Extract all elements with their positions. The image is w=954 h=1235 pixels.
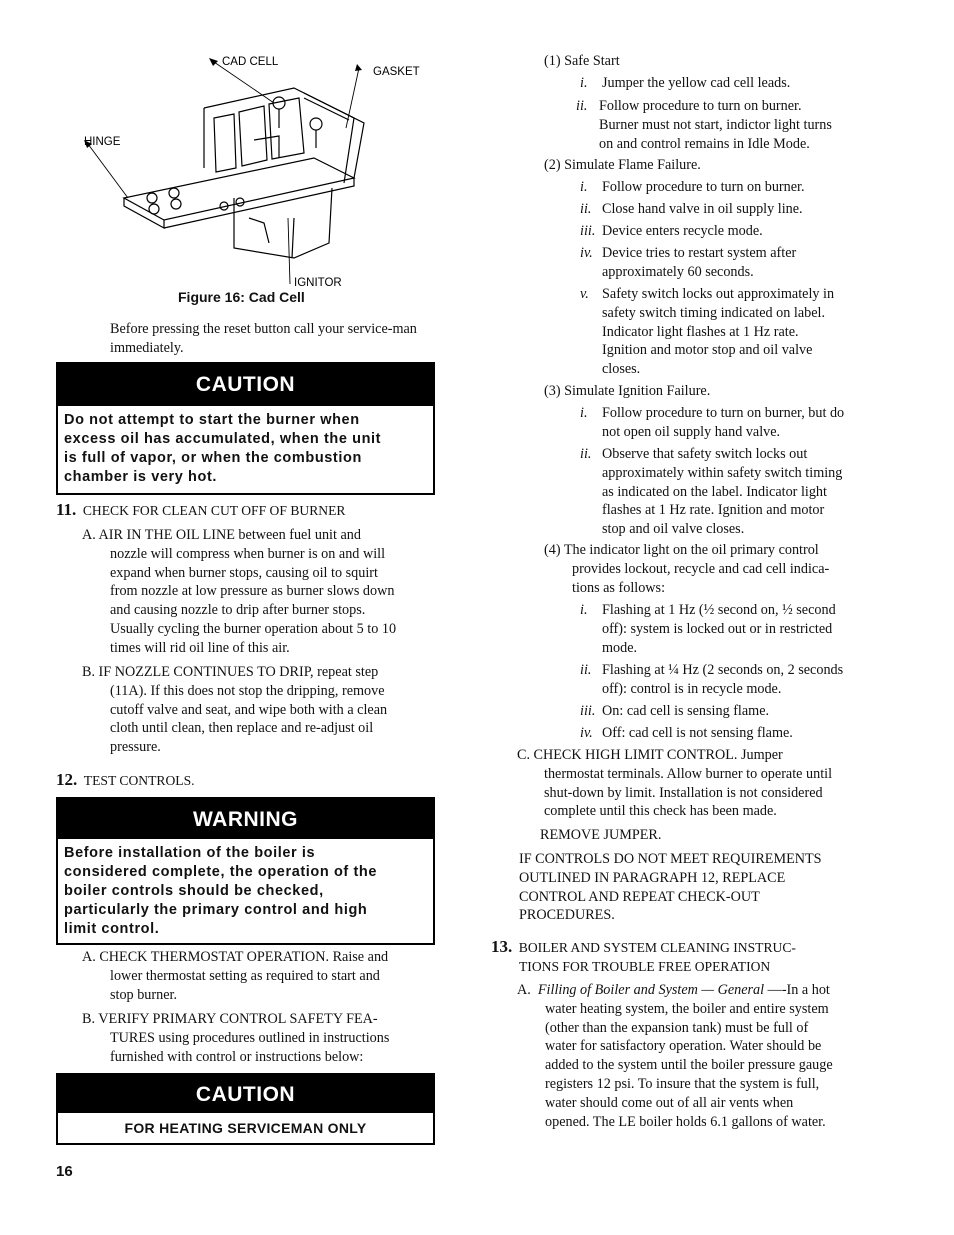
roman-numeral: i. [580,405,588,421]
intro-paragraph: Before pressing the reset button call your service-man immediately. [110,321,417,356]
indicator-i [580,601,880,657]
text-line: stop and oil valve closes. [602,521,745,538]
text-line: Off: cad cell is not sensing flame. [602,725,793,741]
text-line: pressure. [110,739,161,756]
step-c-high-limit [517,746,877,821]
step-12a [82,948,442,1004]
text-line: provides lockout, recycle and cad cell indica- [572,560,830,577]
text-line: shut-down by limit. Installation is not considered [544,784,823,801]
label-cad-cell: CAD CELL [222,56,279,68]
text-fragment: —-In a hot [764,982,830,998]
caution-title-1: CAUTION [58,364,433,406]
roman-numeral: ii. [580,446,592,462]
step-12-heading [56,771,195,791]
label-ignitor: IGNITOR [294,277,342,289]
roman-numeral: iii. [580,703,596,719]
text-line: off): system is locked out or in restricted [602,620,833,637]
text-line: (4) The indicator light on the oil primary control [544,542,819,558]
caution-line: excess oil has accumulated, when the unit [64,431,382,447]
text-line: approximately within safety switch timing [602,464,843,481]
if-controls-paragraph [519,850,879,925]
ignition-failure-ii [580,445,880,539]
step-number: 13. [491,937,513,956]
ignition-failure-i [580,404,880,442]
warning-line: boiler controls should be checked, [64,883,324,899]
text-line: IF CONTROLS DO NOT MEET REQUIREMENTS [519,851,822,867]
text-line: C. CHECK HIGH LIMIT CONTROL. Jumper [517,747,783,763]
text-line: approximately 60 seconds. [602,263,754,280]
text-line: closes. [602,361,641,378]
label-hinge: HINGE [84,136,121,148]
text-line: as indicated on the label. Indicator light [602,483,827,500]
text-line: On: cad cell is sensing flame. [602,703,770,719]
text-line: B. IF NOZZLE CONTINUES TO DRIP, repeat step [82,664,379,680]
text-line: CONTROL AND REPEAT CHECK-OUT [519,888,760,905]
text-line: complete until this check has been made. [544,803,777,820]
text-line: Device enters recycle mode. [602,223,763,239]
roman-numeral: v. [580,286,589,302]
text-line: (11A). If this does not stop the dripping, remove [110,682,385,699]
text-line: Burner must not start, indictor light turns [599,116,832,133]
text-line: registers 12 psi. To insure that the system is full, [545,1075,820,1092]
text-line: water heating system, the boiler and entire system [545,1000,829,1017]
text-line: thermostat terminals. Allow burner to operate until [544,765,833,782]
step-number: 12. [56,770,78,789]
label-gasket: GASKET [373,66,420,78]
text-line: off): control is in recycle mode. [602,680,782,697]
text-line: water should come out of all air vents when [545,1094,794,1111]
text-line: not open oil supply hand valve. [602,423,781,440]
indicator-light-item [544,541,874,597]
cad-cell-figure [64,48,444,290]
text-line: expand when burner stops, causing oil to squirt [110,564,378,581]
step-11b [82,663,442,757]
indicator-ii [580,661,880,699]
text-line: Flashing at 1 Hz (½ second on, ½ second [602,602,836,618]
text-line: and causing nozzle to drip after burner stops. [110,602,366,619]
warning-box [56,797,435,945]
text-line: A. AIR IN THE OIL LINE between fuel unit and [82,527,361,543]
caution-box-2 [56,1073,435,1145]
text-line: cutoff valve and seat, and wipe both with a clean [110,701,388,718]
text-line: Follow procedure to turn on burner, but do [602,405,845,421]
text-line: stop burner. [110,986,177,1003]
warning-line: considered complete, the operation of the [64,864,378,880]
remove-jumper: REMOVE JUMPER. [540,827,662,843]
step-11a [82,526,442,658]
roman-numeral: ii. [580,662,592,678]
text-line: from nozzle at low pressure as burner slows down [110,583,395,600]
text-line: cloth until clean, then replace and re-adjust oil [110,720,374,737]
text-line: Observe that safety switch locks out [602,446,808,462]
text-line: OUTLINED IN PARAGRAPH 12, REPLACE [519,869,786,886]
roman-numeral: iv. [580,245,593,261]
roman-numeral: i. [580,179,588,195]
text-line: TURES using procedures outlined in instructions [110,1029,390,1046]
text-line: (other than the expansion tank) must be full of [545,1019,809,1036]
cad-cell-drawing [64,48,444,290]
step-12b [82,1010,442,1066]
text-line: Close hand valve in oil supply line. [602,201,803,217]
roman-numeral: ii. [580,201,592,217]
roman-numeral: i. [580,75,588,91]
caution-title-2: CAUTION [58,1075,433,1113]
item-letter: A. [517,982,538,998]
flame-failure-i [580,178,880,197]
text-line: safety switch timing indicated on label. [602,304,826,321]
text-line: added to the system until the boiler pressure gauge [545,1057,833,1074]
roman-numeral: ii. [576,98,588,114]
warning-line: limit control. [64,921,160,937]
warning-body [58,839,433,943]
warning-line: particularly the primary control and high [64,902,368,918]
flame-failure-label: (2) Simulate Flame Failure. [544,157,701,173]
step-13-heading [491,938,871,977]
text-line: Ignition and motor stop and oil valve [602,342,813,359]
text-line: Indicator light flashes at 1 Hz rate. [602,323,799,340]
roman-numeral: iv. [580,725,593,741]
text-line: Flashing at ¼ Hz (2 seconds on, 2 seconds [602,662,844,678]
text-line: Safety switch locks out approximately in [602,286,835,302]
text-line: Device tries to restart system after [602,245,797,261]
italic-title: Filling of Boiler and System — General [537,982,765,998]
caution-body-1 [58,406,433,491]
step-title-line: BOILER AND SYSTEM CLEANING INSTRUC- [518,940,796,955]
flame-failure-v [580,285,880,379]
caution-line: chamber is very hot. [64,469,218,485]
text-line: Follow procedure to turn on burner. [602,179,805,195]
text-line: water for satisfactory operation. Water should be [545,1038,822,1055]
flame-failure-iii [580,222,880,241]
text-line: nozzle will compress when burner is on and will [110,545,386,562]
indicator-iv [580,724,880,743]
text-line: Jumper the yellow cad cell leads. [602,75,791,91]
step-number: 11. [56,500,77,519]
roman-numeral: i. [580,602,588,618]
text-line: opened. The LE boiler holds 6.1 gallons of water. [545,1113,826,1130]
step-title-line: TIONS FOR TROUBLE FREE OPERATION [519,958,771,974]
step-title: CHECK FOR CLEAN CUT OFF OF BURNER [82,503,346,518]
text-line: Follow procedure to turn on burner. [599,98,802,114]
text-line: mode. [602,639,638,656]
text-line: Usually cycling the burner operation about 5 to 10 [110,620,397,637]
roman-numeral: iii. [580,223,596,239]
flame-failure-iv [580,244,880,282]
step-11-heading [56,501,345,521]
safe-start-i [580,74,880,93]
step-13a [517,981,877,1131]
text-line: A. CHECK THERMOSTAT OPERATION. Raise and [82,949,389,965]
flame-failure-ii [580,200,880,219]
warning-line: Before installation of the boiler is [64,845,316,861]
safe-start-ii [576,97,876,153]
figure-caption: Figure 16: Cad Cell [178,289,305,305]
caution-line: Do not attempt to start the burner when [64,412,360,428]
page-number: 16 [56,1163,73,1180]
step-title: TEST CONTROLS. [83,773,195,788]
caution-box-1 [56,362,435,495]
text-line: lower thermostat setting as required to start and [110,967,380,984]
text-line: PROCEDURES. [519,907,615,924]
text-line: B. VERIFY PRIMARY CONTROL SAFETY FEA- [82,1011,378,1027]
warning-title: WARNING [58,799,433,839]
caution-body-2: FOR HEATING SERVICEMAN ONLY [124,1120,367,1136]
caution-line: is full of vapor, or when the combustion [64,450,362,466]
text-line: flashes at 1 Hz rate. Ignition and motor [602,502,825,519]
text-line: on and control remains in Idle Mode. [599,135,810,152]
text-line: furnished with control or instructions below: [110,1048,364,1065]
text-line: tions as follows: [572,579,666,596]
safe-start-label: (1) Safe Start [544,53,620,69]
indicator-iii [580,702,880,721]
text-line: times will rid oil line of this air. [110,639,290,656]
ignition-failure-label: (3) Simulate Ignition Failure. [544,383,711,399]
